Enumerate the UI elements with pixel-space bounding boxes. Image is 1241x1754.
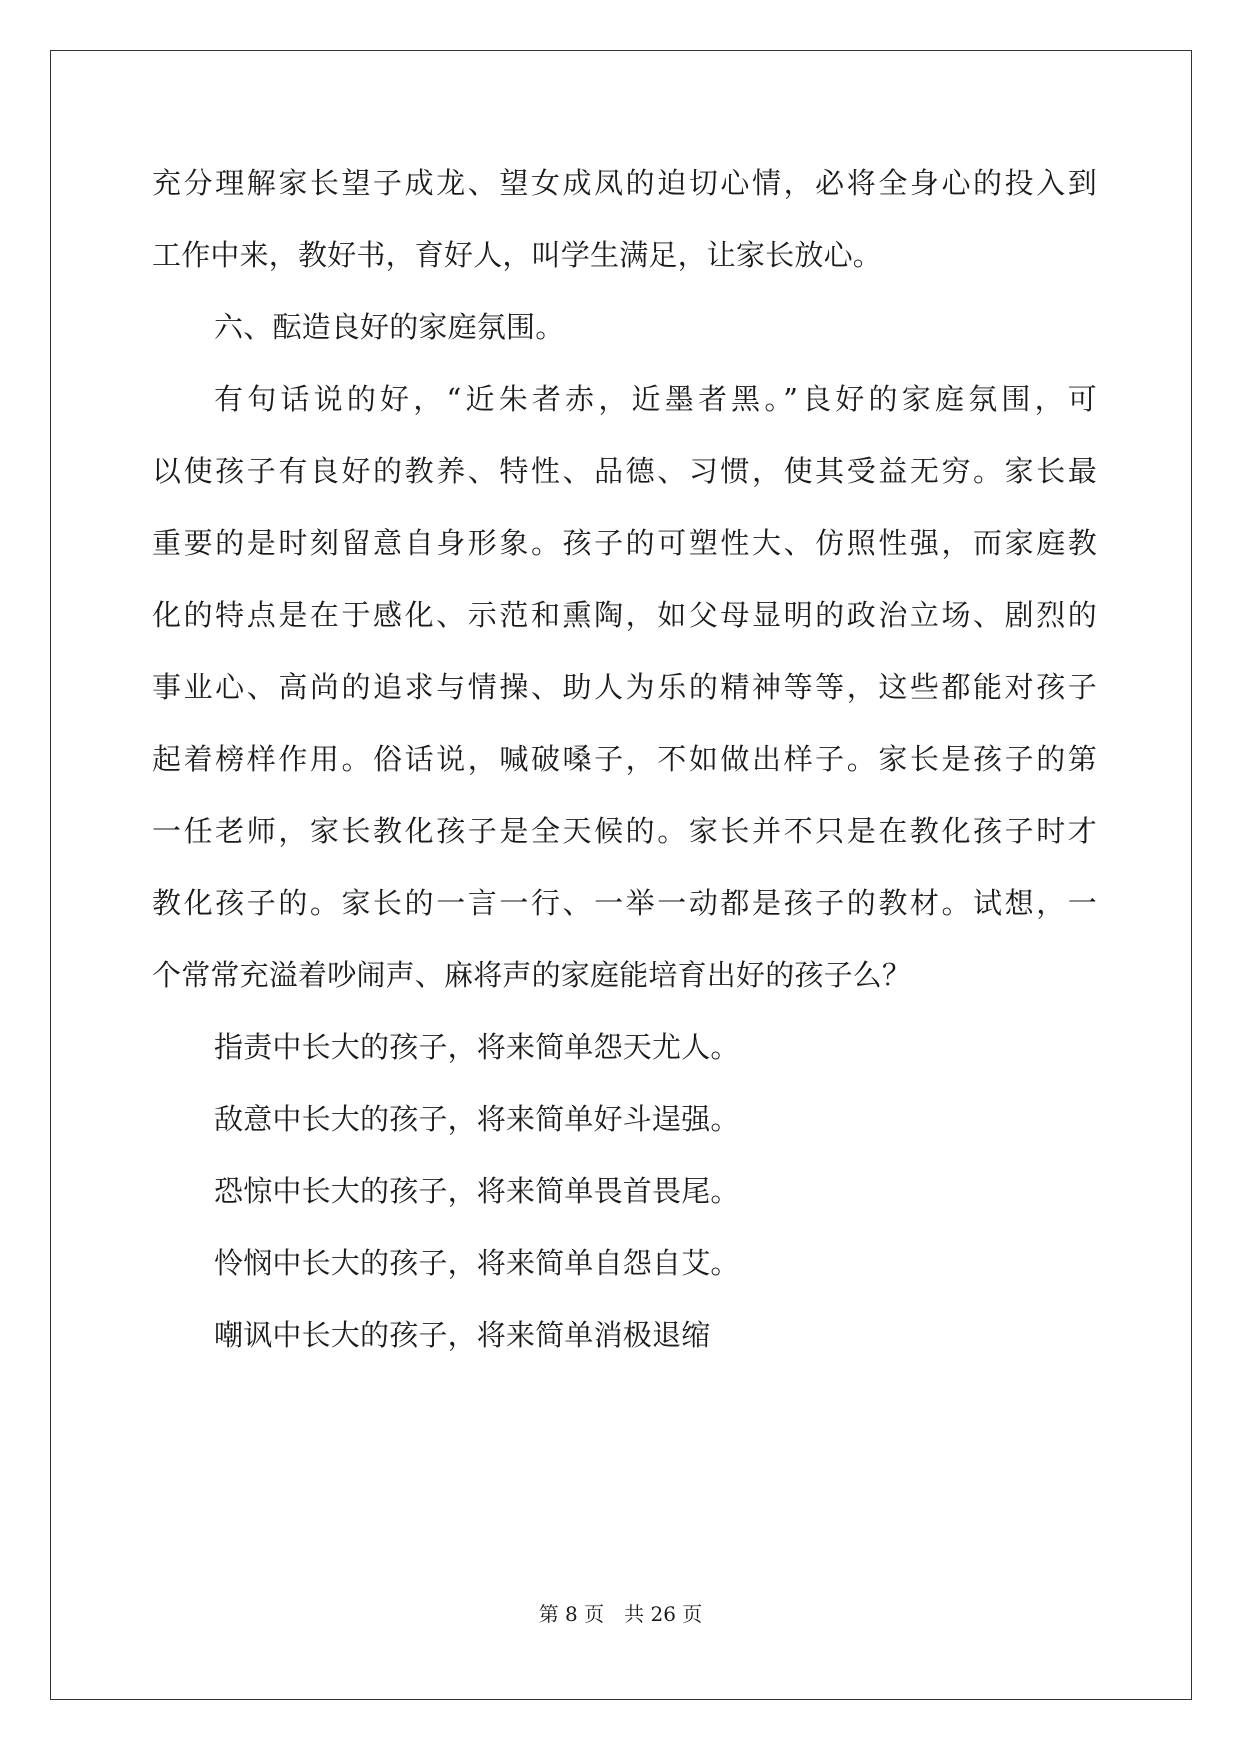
page-number-label: 第 8 页 共 26 页: [538, 1602, 703, 1626]
text-line: 个常常充溢着吵闹声、麻将声的家庭能培育出好的孩子么？: [152, 958, 912, 992]
text-line: 事业心、高尚的追求与情操、助人为乐的精神等等，这些都能对孩子: [152, 670, 1097, 704]
text-line: 重要的是时刻留意自身形象。孩子的可塑性大、仿照性强，而家庭教: [152, 526, 1097, 560]
page-footer: [0, 1598, 1241, 1627]
text-line: 指责中长大的孩子，将来简单怨天尤人。: [214, 1030, 740, 1064]
text-line: 工作中来，教好书，育好人，叫学生满足，让家长放心。: [152, 238, 883, 272]
text-line: 教化孩子的。家长的一言一行、一举一动都是孩子的教材。试想，一: [152, 886, 1097, 920]
text-line: 敌意中长大的孩子，将来简单好斗逞强。: [214, 1102, 740, 1136]
page-border: [50, 50, 1192, 1700]
text-line: 怜悯中长大的孩子，将来简单自怨自艾。: [214, 1246, 740, 1280]
text-line: 一任老师，家长教化孩子是全天候的。家长并不只是在教化孩子时才: [152, 814, 1097, 848]
text-line: 以使孩子有良好的教养、特性、品德、习惯，使其受益无穷。家长最: [152, 454, 1097, 488]
text-line: 嘲讽中长大的孩子，将来简单消极退缩: [214, 1318, 711, 1352]
section-heading: 六、酝造良好的家庭氛围。: [214, 310, 565, 344]
text-line: 化的特点是在于感化、示范和熏陶，如父母显明的政治立场、剧烈的: [152, 598, 1097, 632]
text-line: 恐惊中长大的孩子，将来简单畏首畏尾。: [214, 1174, 740, 1208]
text-line: 起着榜样作用。俗话说，喊破嗓子，不如做出样子。家长是孩子的第: [152, 742, 1097, 776]
text-line: 有句话说的好，“近朱者赤，近墨者黑。”良好的家庭氛围，可: [214, 382, 1097, 416]
text-line: 充分理解家长望子成龙、望女成凤的迫切心情，必将全身心的投入到: [152, 166, 1097, 200]
